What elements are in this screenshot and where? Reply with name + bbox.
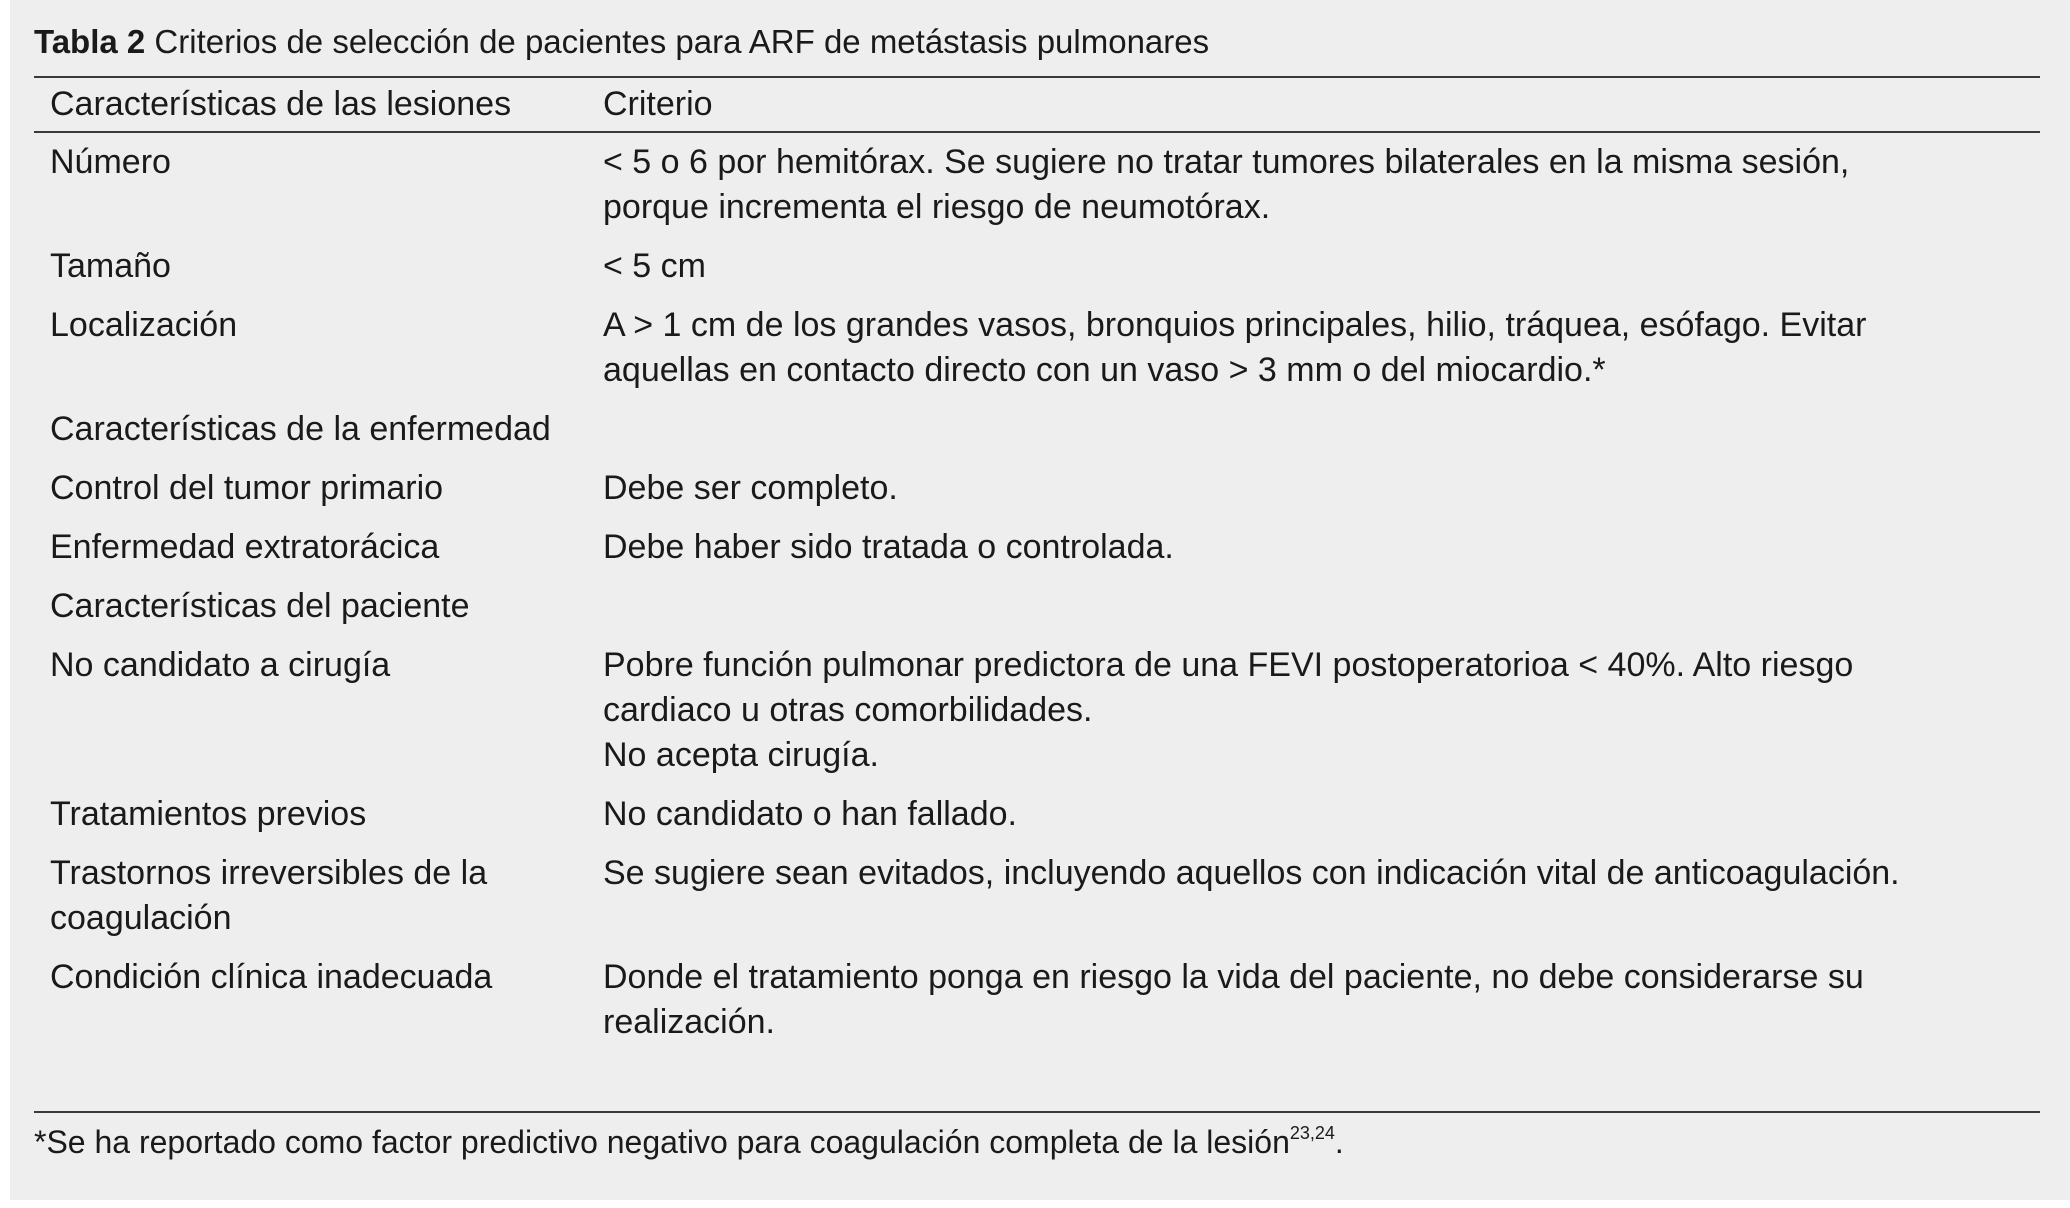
header-criterion: Criterio — [603, 85, 713, 123]
table-label: Tabla 2 — [34, 23, 146, 60]
table-row — [50, 303, 2040, 393]
table-title: Criterios de selección de pacientes para ARF de metástasis pulmonares — [145, 23, 1210, 60]
row-value: Pobre función pulmonar predictora de una FEVI postoperatorioa < 40%. Alto riesgo cardiaco u otras comorbilidades. No acepta cirugía. — [603, 646, 1854, 774]
row-label: Tamaño — [50, 247, 171, 285]
row-label: Número — [50, 143, 171, 181]
row-value — [603, 584, 2040, 629]
row-value — [603, 407, 2040, 452]
row-value: Debe ser completo. — [603, 469, 898, 507]
footnote-references: 23,24 — [1289, 1123, 1335, 1143]
row-value: < 5 o 6 por hemitórax. Se sugiere no tratar tumores bilaterales en la misma sesión, porque incrementa el riesgo de neumotórax. — [603, 143, 1850, 226]
row-value: Donde el tratamiento ponga en riesgo la vida del paciente, no debe considerarse su realización. — [603, 958, 1864, 1041]
table-panel — [10, 0, 2070, 1200]
table-row — [50, 466, 2040, 511]
footnote-text: *Se ha reportado como factor predictivo negativo para coagulación completa de la lesión — [34, 1124, 1290, 1160]
row-value: A > 1 cm de los grandes vasos, bronquios principales, hilio, tráquea, esófago. Evitar aquellas en contacto directo con un vaso > 3 mm o del miocardio.* — [603, 306, 1867, 389]
row-label: Localización — [50, 306, 238, 344]
table-row — [50, 955, 2040, 1045]
footer-rule — [34, 1111, 2040, 1113]
table-row — [50, 851, 2040, 941]
header-rule — [34, 131, 2040, 133]
table-row — [50, 792, 2040, 837]
table-row — [50, 140, 2040, 230]
row-label: Tratamientos previos — [50, 795, 367, 833]
top-rule — [34, 76, 2040, 78]
table-row — [50, 407, 2040, 452]
table-row — [50, 584, 2040, 629]
table-body — [50, 140, 2040, 1059]
row-value: < 5 cm — [603, 247, 706, 285]
row-value: Se sugiere sean evitados, incluyendo aquellos con indicación vital de anticoagulación. — [603, 854, 1900, 892]
section-label: Características del paciente — [50, 587, 470, 625]
row-label: Control del tumor primario — [50, 469, 444, 507]
row-value: Debe haber sido tratada o controlada. — [603, 528, 1174, 566]
row-value: No candidato o han fallado. — [603, 795, 1017, 833]
footnote-end: . — [1334, 1124, 1344, 1160]
table-caption — [34, 20, 1209, 64]
row-label: Enfermedad extratorácica — [50, 528, 440, 566]
table-row — [50, 643, 2040, 778]
row-label: No candidato a cirugía — [50, 646, 391, 684]
section-label: Características de la enfermedad — [50, 410, 551, 448]
header-lesion-characteristics: Características de las lesiones — [50, 85, 512, 123]
row-label: Trastornos irreversibles de la coagulación — [50, 854, 488, 937]
table-row — [50, 525, 2040, 570]
row-label: Condición clínica inadecuada — [50, 958, 493, 996]
table-row — [50, 244, 2040, 289]
table-footnote — [34, 1120, 1344, 1164]
